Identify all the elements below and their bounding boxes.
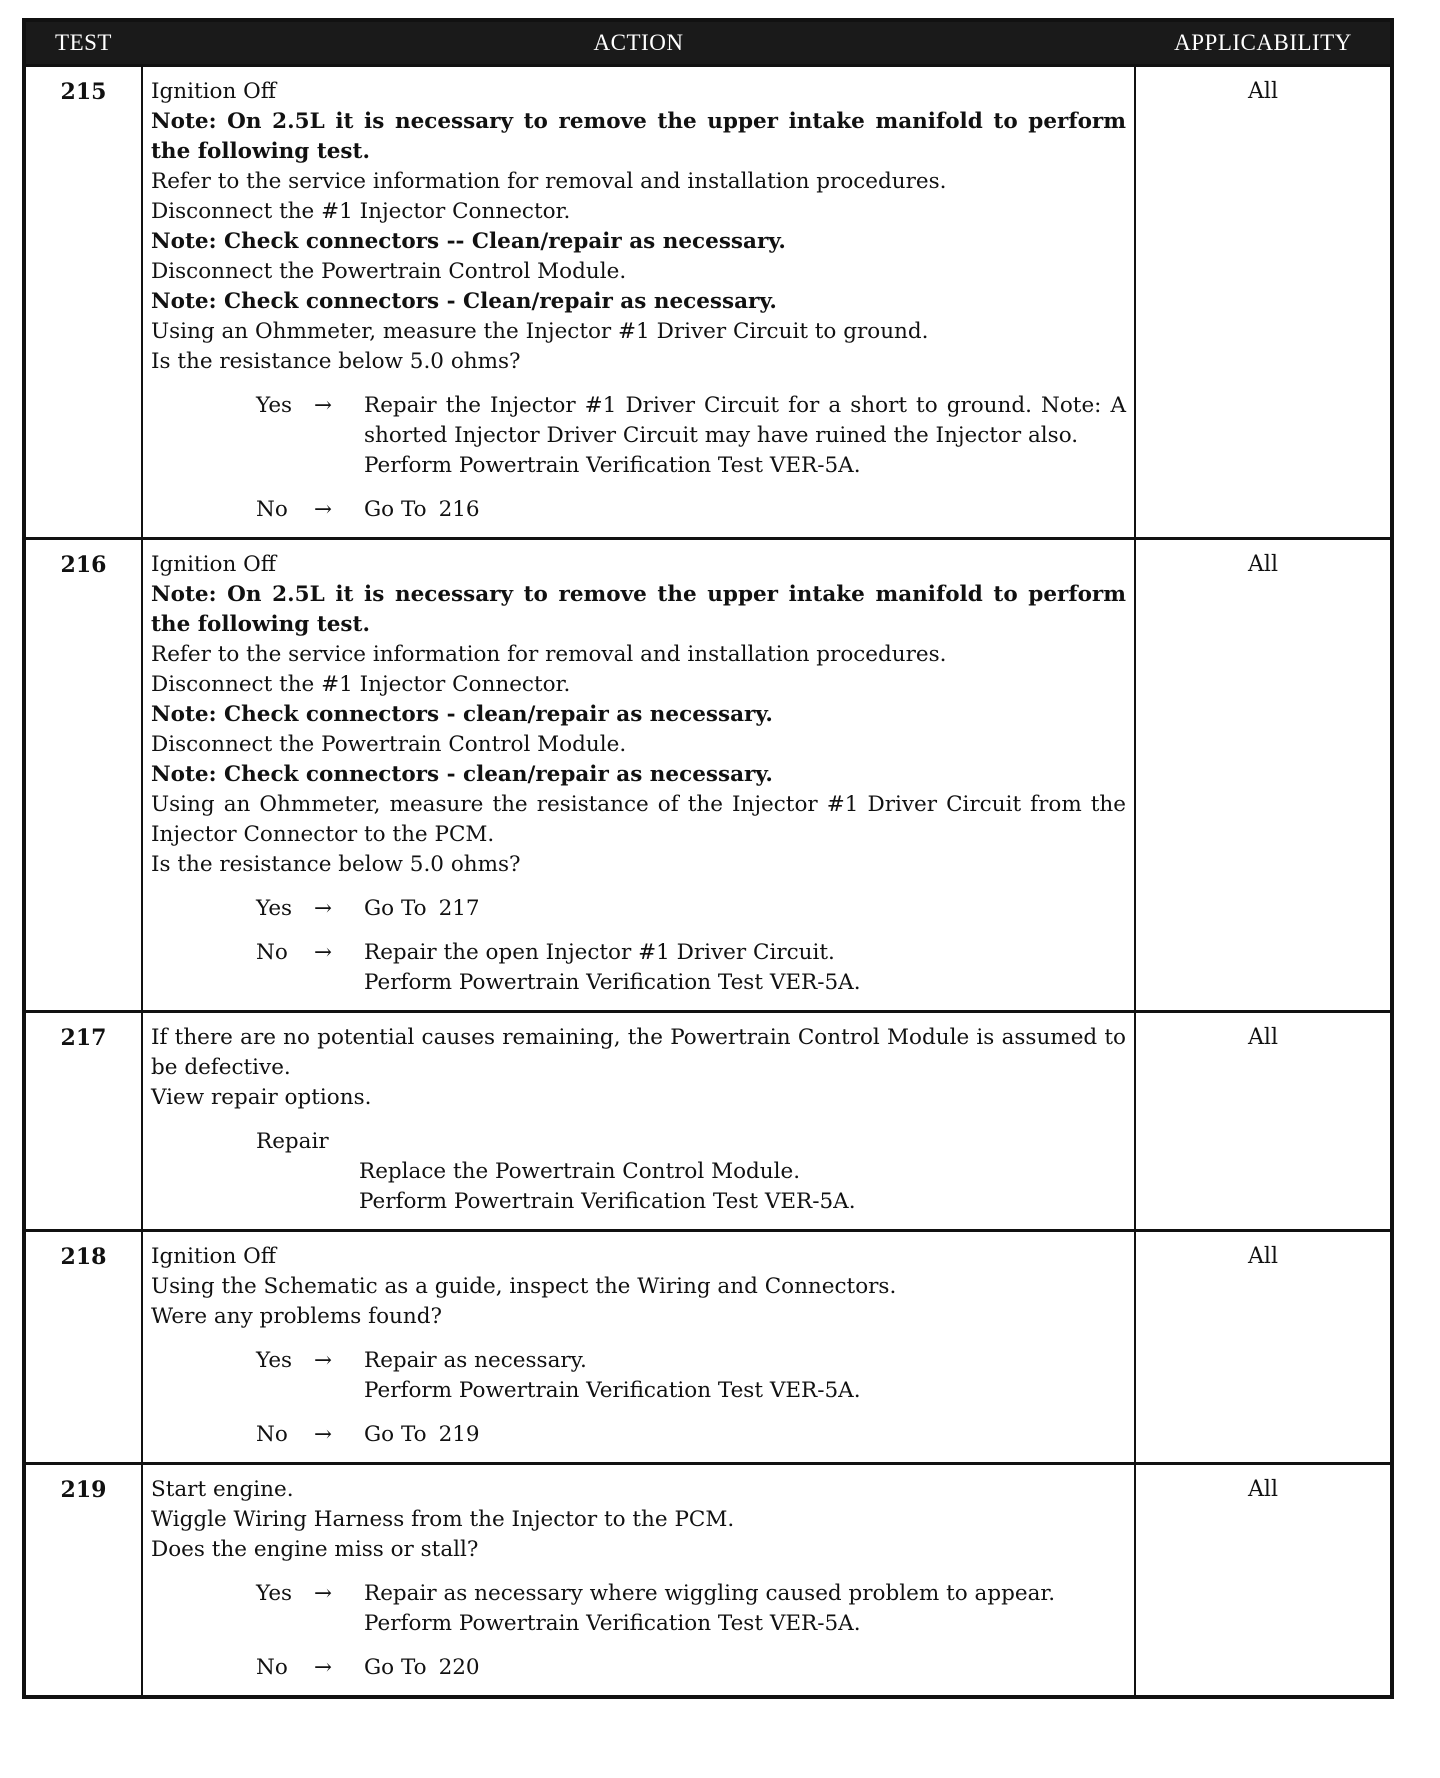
repair-label: Repair bbox=[256, 1129, 329, 1154]
no-option bbox=[256, 1420, 1126, 1450]
test-row-215 bbox=[26, 64, 1390, 537]
result-text: Perform Powertrain Verification Test VER-5A. bbox=[364, 970, 861, 995]
question-text: Is the resistance below 5.0 ohms? bbox=[151, 852, 521, 877]
note-text: Note: Check connectors - Clean/repair as necessary. bbox=[151, 289, 777, 314]
step-text: Refer to the service information for removal and installation procedures. bbox=[151, 642, 947, 667]
arrow-right-icon: → bbox=[314, 896, 333, 921]
header-action: ACTION bbox=[593, 30, 684, 55]
test-row-218 bbox=[26, 1229, 1390, 1462]
step-text: Ignition Off bbox=[151, 79, 277, 104]
action-cell bbox=[143, 540, 1136, 1010]
no-label: No bbox=[256, 497, 288, 522]
note-text: Note: Check connectors - clean/repair as necessary. bbox=[151, 762, 773, 787]
applicability-value: All bbox=[1248, 1244, 1278, 1269]
step-text: Refer to the service information for removal and installation procedures. bbox=[151, 169, 947, 194]
test-number: 216 bbox=[26, 540, 143, 1010]
goto-target: 219 bbox=[438, 1422, 480, 1447]
header-test: TEST bbox=[55, 30, 112, 55]
question-text: Is the resistance below 5.0 ohms? bbox=[151, 349, 521, 374]
header-applicability: APPLICABILITY bbox=[1174, 30, 1352, 55]
step-text: Disconnect the #1 Injector Connector. bbox=[151, 672, 571, 697]
goto-text: Go To bbox=[364, 497, 427, 522]
step-text: Using an Ohmmeter, measure the resistance of the Injector #1 Driver Circuit from the Injector Connector to the PCM. bbox=[151, 792, 1126, 847]
diagnostic-test-table bbox=[22, 18, 1394, 1699]
test-number: 219 bbox=[26, 1465, 143, 1695]
test-number: 217 bbox=[26, 1013, 143, 1229]
result-text: Repair the open Injector #1 Driver Circuit. bbox=[364, 940, 835, 965]
no-option bbox=[256, 495, 1126, 525]
question-text: Does the engine miss or stall? bbox=[151, 1537, 479, 1562]
action-cell bbox=[143, 1465, 1136, 1695]
test-number: 215 bbox=[26, 67, 143, 537]
step-text: Ignition Off bbox=[151, 1244, 277, 1269]
yes-label: Yes bbox=[256, 393, 293, 418]
applicability-value: All bbox=[1248, 1477, 1278, 1502]
arrow-right-icon: → bbox=[314, 940, 333, 965]
yes-label: Yes bbox=[256, 1581, 293, 1606]
arrow-right-icon: → bbox=[314, 1422, 333, 1447]
goto-text: Go To bbox=[364, 1655, 427, 1680]
no-option bbox=[256, 938, 1126, 998]
result-text: Perform Powertrain Verification Test VER-5A. bbox=[364, 1378, 861, 1403]
result-text: Repair as necessary. bbox=[364, 1348, 587, 1373]
goto-target: 216 bbox=[438, 497, 480, 522]
step-text: Ignition Off bbox=[151, 552, 277, 577]
repair-text: Replace the Powertrain Control Module. bbox=[359, 1159, 801, 1184]
repair-text: Perform Powertrain Verification Test VER-5A. bbox=[359, 1189, 856, 1214]
note-text: Note: On 2.5L it is necessary to remove the upper intake manifold to perform the following test. bbox=[151, 582, 1126, 637]
applicability-value: All bbox=[1248, 79, 1278, 104]
result-text: Perform Powertrain Verification Test VER-5A. bbox=[364, 1611, 861, 1636]
action-cell bbox=[143, 1013, 1136, 1229]
arrow-right-icon: → bbox=[314, 1348, 333, 1373]
repair-options bbox=[256, 1127, 1126, 1217]
applicability-value: All bbox=[1248, 552, 1278, 577]
applicability-value: All bbox=[1248, 1025, 1278, 1050]
yes-label: Yes bbox=[256, 896, 293, 921]
action-cell bbox=[143, 1232, 1136, 1462]
arrow-right-icon: → bbox=[314, 1655, 333, 1680]
note-text: Note: Check connectors - clean/repair as necessary. bbox=[151, 702, 773, 727]
note-text: Note: On 2.5L it is necessary to remove the upper intake manifold to perform the following test. bbox=[151, 109, 1126, 164]
yes-option bbox=[256, 1346, 1126, 1406]
result-text: Repair as necessary where wiggling caused problem to appear. bbox=[364, 1581, 1056, 1606]
test-number: 218 bbox=[26, 1232, 143, 1462]
step-text: Wiggle Wiring Harness from the Injector to the PCM. bbox=[151, 1507, 735, 1532]
step-text: View repair options. bbox=[151, 1085, 372, 1110]
goto-target: 220 bbox=[438, 1655, 480, 1680]
no-label: No bbox=[256, 940, 288, 965]
test-row-217 bbox=[26, 1010, 1390, 1229]
question-text: Were any problems found? bbox=[151, 1304, 443, 1329]
yes-option bbox=[256, 894, 1126, 924]
table-header bbox=[26, 22, 1390, 64]
arrow-right-icon: → bbox=[314, 1581, 333, 1606]
result-text: Perform Powertrain Verification Test VER-5A. bbox=[364, 453, 861, 478]
step-text: Using an Ohmmeter, measure the Injector #1 Driver Circuit to ground. bbox=[151, 319, 929, 344]
no-label: No bbox=[256, 1655, 288, 1680]
yes-option bbox=[256, 391, 1126, 481]
arrow-right-icon: → bbox=[314, 497, 333, 522]
note-text: Note: Check connectors -- Clean/repair as necessary. bbox=[151, 229, 786, 254]
yes-label: Yes bbox=[256, 1348, 293, 1373]
goto-text: Go To bbox=[364, 896, 427, 921]
goto-text: Go To bbox=[364, 1422, 427, 1447]
step-text: Using the Schematic as a guide, inspect the Wiring and Connectors. bbox=[151, 1274, 897, 1299]
action-cell bbox=[143, 67, 1136, 537]
test-row-216 bbox=[26, 537, 1390, 1010]
yes-option bbox=[256, 1579, 1126, 1639]
no-label: No bbox=[256, 1422, 288, 1447]
step-text: Disconnect the Powertrain Control Module. bbox=[151, 259, 627, 284]
step-text: Start engine. bbox=[151, 1477, 294, 1502]
step-text: Disconnect the #1 Injector Connector. bbox=[151, 199, 571, 224]
result-text: Repair the Injector #1 Driver Circuit for a short to ground. Note: A shorted Injector Driver Circuit may have ruined the Injector also. bbox=[364, 393, 1126, 448]
no-option bbox=[256, 1653, 1126, 1683]
goto-target: 217 bbox=[438, 896, 480, 921]
test-row-219 bbox=[26, 1462, 1390, 1695]
step-text: Disconnect the Powertrain Control Module. bbox=[151, 732, 627, 757]
arrow-right-icon: → bbox=[314, 393, 333, 418]
step-text: If there are no potential causes remaining, the Powertrain Control Module is assumed to be defective. bbox=[151, 1025, 1126, 1080]
